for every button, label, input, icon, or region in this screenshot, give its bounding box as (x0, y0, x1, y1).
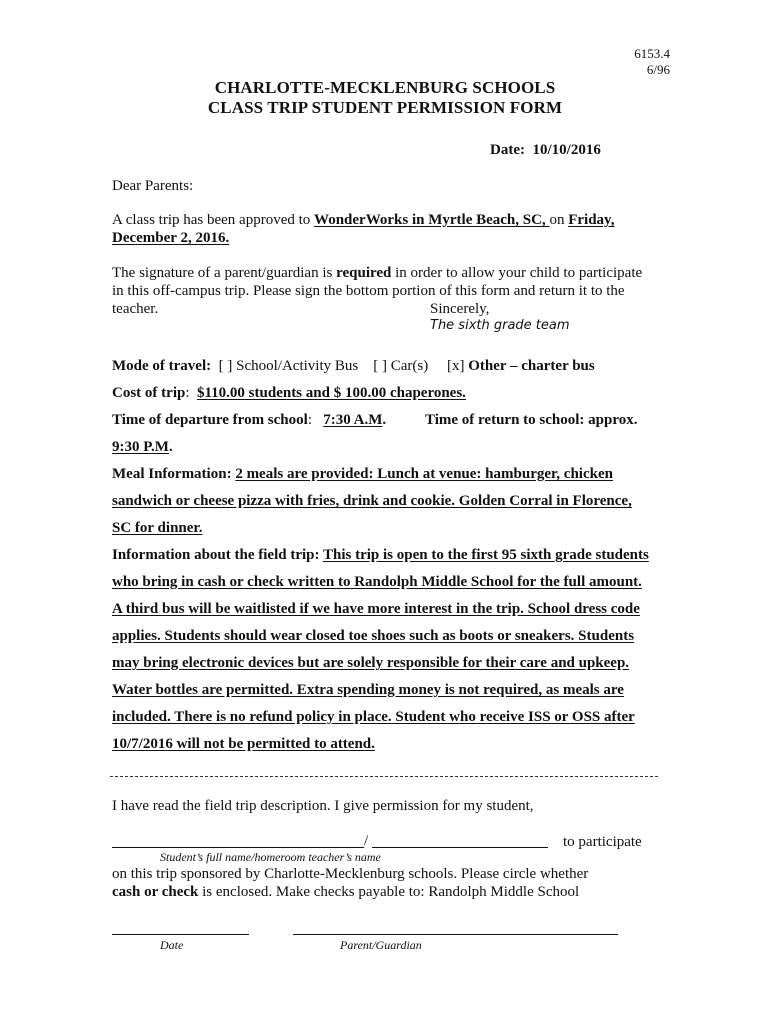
field-trip-info-line2: who bring in cash or check written to Randolph Middle School for the full amount. (112, 574, 642, 590)
signature-requirement: The signature of a parent/guardian is required in order to allow your child to participate (112, 265, 643, 281)
tear-off-divider (110, 776, 658, 777)
mode-option-other: [x] Other – charter bus (446, 358, 595, 374)
trip-announcement: A class trip has been approved to WonderWorks in Myrtle Beach, SC, on Friday, (112, 212, 615, 228)
departure-time: Time of departure from school: 7:30 A.M. (112, 412, 387, 428)
signature-requirement-line2: in this off-campus trip. Please sign the bottom portion of this form and return it to the (112, 283, 625, 299)
title-district: CHARLOTTE-MECKLENBURG SCHOOLS (214, 78, 556, 97)
field-trip-info-line8: 10/7/2016 will not be permitted to attend. (112, 736, 375, 752)
sender-signature: The sixth grade team (430, 318, 570, 333)
sponsorship-statement: on this trip sponsored by Charlotte-Mecklenburg schools. Please circle whether (112, 866, 589, 882)
payment-instructions: cash or check is enclosed. Make checks payable to: Randolph Middle School (112, 884, 580, 900)
field-trip-information: Information about the field trip: This trip is open to the first 95 sixth grade students (112, 547, 649, 563)
mode-option-bus: [ ] School/Activity Bus (218, 358, 359, 374)
to-participate: to participate (563, 834, 642, 850)
cost-of-trip: Cost of trip: $110.00 students and $ 100.00 chaperones. (112, 385, 466, 401)
signature-requirement-line3: teacher. (112, 301, 159, 317)
form-date: Date: 10/10/2016 (490, 142, 601, 158)
form-revision-date: 6/96 (646, 62, 670, 77)
name-caption: Student’s full name/homeroom teacher’s name (160, 850, 381, 864)
meal-information-line2: sandwich or cheese pizza with fries, drink and cookie. Golden Corral in Florence, (112, 493, 632, 509)
field-trip-info-line7: included. There is no refund policy in place. Student who receive ISS or OSS after (112, 709, 635, 725)
mode-option-car: [ ] Car(s) (373, 358, 429, 374)
field-trip-info-line6: Water bottles are permitted. Extra spending money is not required, as meals are (112, 682, 624, 698)
homeroom-teacher-field[interactable] (372, 833, 548, 848)
date-value: 10/10/2016 (532, 142, 601, 158)
field-trip-info-line3: A third bus will be waitlisted if we have more interest in the trip. School dress code (112, 601, 640, 617)
trip-date: Friday, (568, 212, 615, 228)
mode-of-travel: Mode of travel: [ ] School/Activity Bus [ ] Car(s) [x] Other – charter bus (112, 358, 595, 374)
field-trip-info-line4: applies. Students should wear closed toe shoes such as boots or sneakers. Students (112, 628, 635, 644)
closing: Sincerely, (430, 301, 490, 317)
return-time-label: Time of return to school: approx. (425, 412, 638, 428)
return-time: 9:30 P.M. (112, 439, 173, 455)
greeting: Dear Parents: (112, 178, 194, 194)
parent-signature-field[interactable] (293, 920, 618, 935)
date-signature-field[interactable] (112, 920, 249, 935)
parent-caption: Parent/Guardian (340, 938, 422, 952)
trip-date-continued: December 2, 2016. (112, 230, 230, 246)
student-name-field[interactable] (112, 833, 364, 848)
trip-destination: WonderWorks in Myrtle Beach, SC, (314, 212, 550, 228)
form-number: 6153.4 (634, 46, 670, 61)
date-caption: Date (160, 938, 184, 952)
field-trip-info-line5: may bring electronic devices but are solely responsible for their care and upkeep. (112, 655, 630, 671)
return-value: 9:30 P.M (112, 439, 169, 455)
title-form: CLASS TRIP STUDENT PERMISSION FORM (207, 98, 563, 117)
meal-information-line3: SC for dinner. (112, 520, 203, 536)
departure-value: 7:30 A.M (323, 412, 383, 428)
name-separator: / (364, 833, 369, 849)
cost-value: $110.00 students and $ 100.00 chaperones. (197, 385, 466, 401)
meal-information: Meal Information: 2 meals are provided: Lunch at venue: hamburger, chicken (112, 466, 613, 482)
permission-statement: I have read the field trip description. I give permission for my student, (112, 798, 534, 814)
